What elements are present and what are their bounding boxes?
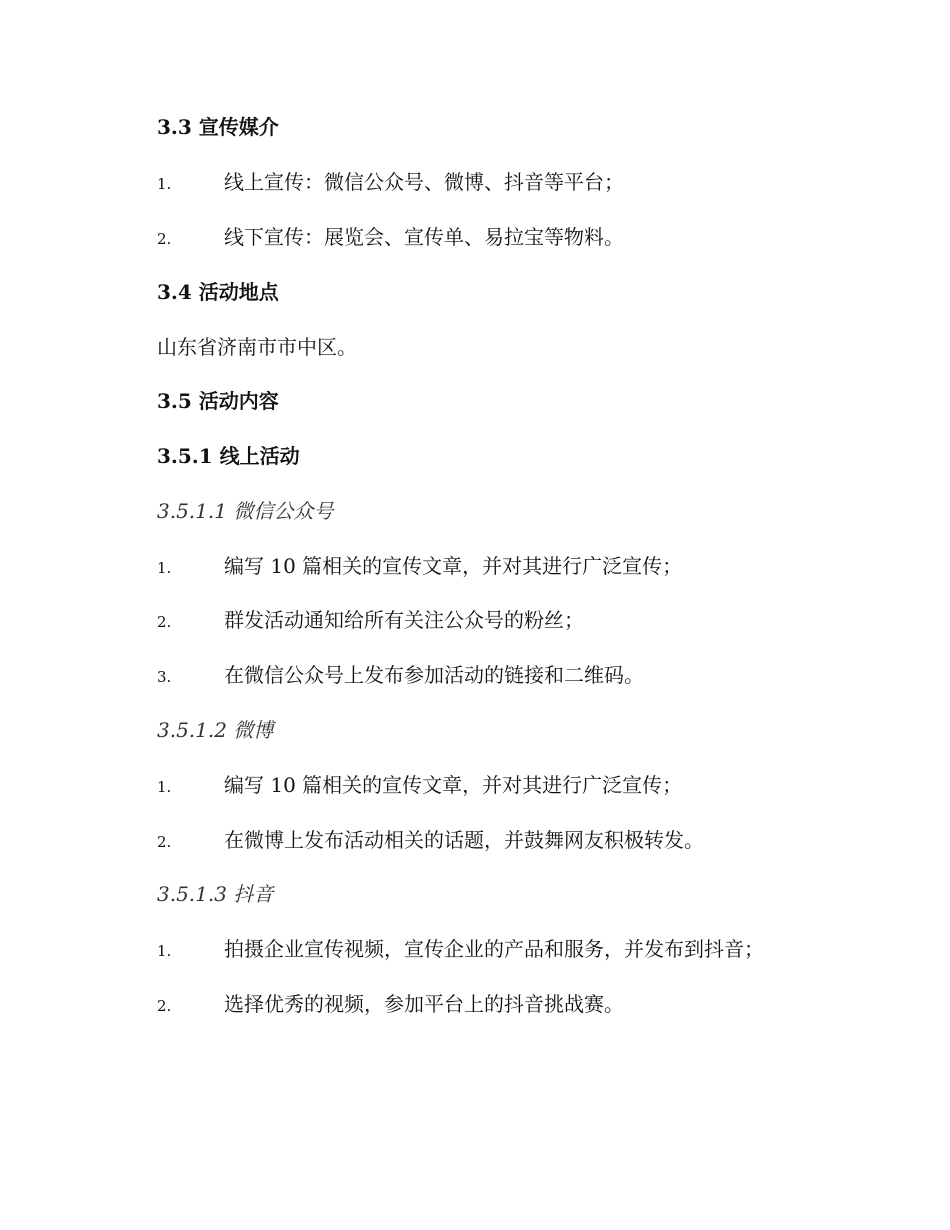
list-text: 群发活动通知给所有关注公众号的粉丝； xyxy=(224,608,584,632)
list-text: 编写 10 篇相关的宣传文章，并对其进行广泛宣传； xyxy=(224,773,683,797)
heading-3-5: 3.5 活动内容 xyxy=(157,389,279,413)
heading-3-5-1: 3.5.1 线上活动 xyxy=(157,444,300,468)
subheading-3-5-1-1: 3.5.1.1 微信公众号 xyxy=(157,499,334,523)
list-number: 1. xyxy=(157,559,172,577)
list-text: 编写 10 篇相关的宣传文章，并对其进行广泛宣传； xyxy=(224,554,683,578)
list-item xyxy=(157,989,890,1019)
list-text: 在微博上发布活动相关的话题，并鼓舞网友积极转发。 xyxy=(224,828,704,852)
list-text: 线上宣传：微信公众号、微博、抖音等平台； xyxy=(224,170,624,194)
list-item xyxy=(157,660,890,690)
list-item xyxy=(157,605,890,635)
list-item xyxy=(157,222,890,252)
list-number: 2. xyxy=(157,230,172,248)
list-item xyxy=(157,167,890,197)
list-item xyxy=(157,825,890,855)
subheading-3-5-1-2: 3.5.1.2 微博 xyxy=(157,718,274,742)
list-text: 选择优秀的视频，参加平台上的抖音挑战赛。 xyxy=(224,992,624,1016)
list-number: 2. xyxy=(157,997,172,1015)
list-text: 拍摄企业宣传视频，宣传企业的产品和服务，并发布到抖音； xyxy=(224,937,764,961)
list-number: 2. xyxy=(157,613,172,631)
list-item xyxy=(157,551,890,581)
list-item xyxy=(157,770,890,800)
location-text: 山东省济南市市中区。 xyxy=(157,335,357,359)
list-number: 1. xyxy=(157,175,172,193)
subheading-3-5-1-3: 3.5.1.3 抖音 xyxy=(157,882,274,906)
list-item xyxy=(157,934,890,964)
list-text: 在微信公众号上发布参加活动的链接和二维码。 xyxy=(224,663,644,687)
heading-3-4: 3.4 活动地点 xyxy=(157,280,279,304)
list-number: 3. xyxy=(157,668,172,686)
heading-3-3: 3.3 宣传媒介 xyxy=(157,115,279,139)
list-number: 2. xyxy=(157,833,172,851)
list-number: 1. xyxy=(157,942,172,960)
list-text: 线下宣传：展览会、宣传单、易拉宝等物料。 xyxy=(224,225,624,249)
list-number: 1. xyxy=(157,778,172,796)
